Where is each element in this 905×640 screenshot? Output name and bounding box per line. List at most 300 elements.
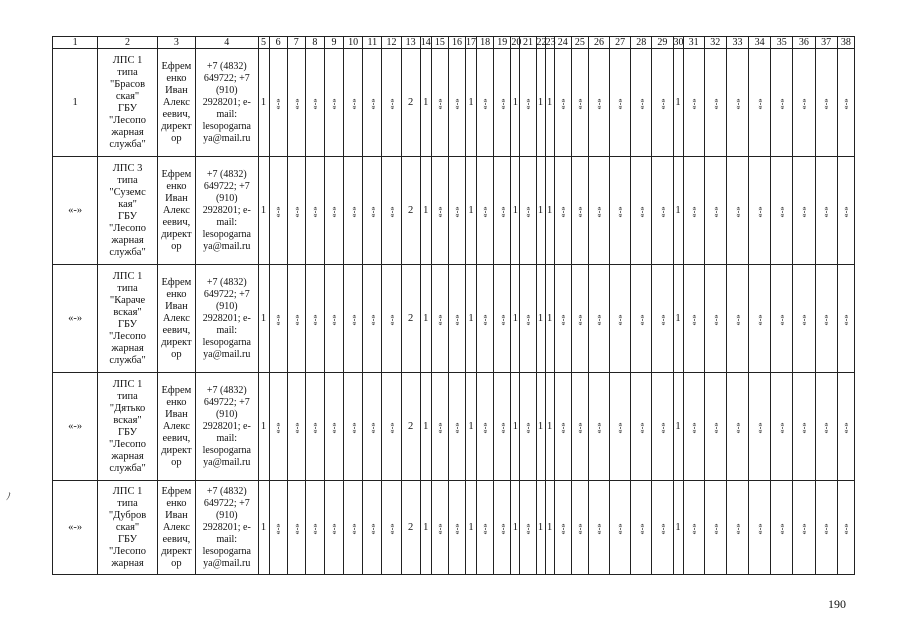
value-cell: 1 <box>511 157 520 265</box>
dash-value: «-» <box>754 205 765 218</box>
value-cell: 2 <box>401 481 420 575</box>
table-row <box>53 49 855 157</box>
organization-cell: ЛПС 3 типа "Суземс кая" ГБУ "Лесопо жарная служба" <box>98 157 157 265</box>
dash-cell <box>363 481 382 575</box>
dash-value: «-» <box>798 522 809 535</box>
dash-value: «-» <box>309 205 320 218</box>
dash-cell <box>324 49 343 157</box>
dash-value: «-» <box>657 97 668 110</box>
dash-value: «-» <box>636 313 647 326</box>
dash-cell <box>683 49 704 157</box>
dash-cell <box>382 265 401 373</box>
dash-cell <box>631 157 652 265</box>
dash-cell <box>287 157 305 265</box>
dash-cell <box>610 265 631 373</box>
dash-cell <box>837 49 854 157</box>
dash-cell <box>344 265 363 373</box>
dash-value: «-» <box>593 205 604 218</box>
dash-cell <box>588 157 609 265</box>
dash-value: «-» <box>821 421 832 434</box>
dash-value: «-» <box>688 522 699 535</box>
dash-value: «-» <box>497 421 508 434</box>
dash-value: «-» <box>522 313 533 326</box>
dash-value: «-» <box>434 421 445 434</box>
dash-value: «-» <box>451 522 462 535</box>
dash-cell <box>771 373 793 481</box>
dash-cell <box>448 265 465 373</box>
dash-value: «-» <box>451 313 462 326</box>
dash-cell <box>269 373 287 481</box>
dash-value: «-» <box>821 97 832 110</box>
dash-cell <box>520 49 536 157</box>
dash-value: «-» <box>434 205 445 218</box>
dash-value: «-» <box>386 522 397 535</box>
organization-cell: ЛПС 1 типа "Брасов ская" ГБУ "Лесопо жарная служба" <box>98 49 157 157</box>
column-header-3: 3 <box>157 37 195 49</box>
dash-cell <box>324 265 343 373</box>
dash-cell <box>793 265 815 373</box>
dash-value: «-» <box>574 421 585 434</box>
dash-cell <box>431 373 448 481</box>
dash-cell <box>683 373 704 481</box>
column-header-6: 6 <box>269 37 287 49</box>
page-number: 190 <box>828 597 846 611</box>
dash-cell <box>269 49 287 157</box>
dash-cell <box>520 157 536 265</box>
dash-value: «-» <box>615 205 626 218</box>
value-cell: 1 <box>466 373 477 481</box>
column-header-20: 20 <box>511 37 522 48</box>
value-cell: 1 <box>536 481 545 575</box>
column-header-25: 25 <box>571 37 588 49</box>
dash-cell <box>749 49 771 157</box>
value-cell: 1 <box>466 49 477 157</box>
dash-cell <box>771 265 793 373</box>
dash-cell <box>344 373 363 481</box>
contact-cell: +7 (4832) 649722; +7 (910) 2928201; e- mail: lesopogarna ya@mail.ru <box>196 157 258 265</box>
dash-value: «-» <box>732 97 743 110</box>
dash-value: «-» <box>309 421 320 434</box>
contact-cell: +7 (4832) 649722; +7 (910) 2928201; e- mail: lesopogarna ya@mail.ru <box>196 373 258 481</box>
column-header-33: 33 <box>726 37 748 49</box>
dash-value: «-» <box>329 205 340 218</box>
dash-cell <box>287 265 305 373</box>
dash-value: «-» <box>451 421 462 434</box>
dash-value: «-» <box>480 522 491 535</box>
dash-cell <box>588 265 609 373</box>
dash-cell <box>631 49 652 157</box>
column-header-4: 4 <box>196 37 258 49</box>
column-header-7: 7 <box>287 37 305 49</box>
dash-cell <box>837 265 854 373</box>
dash-value: «-» <box>615 313 626 326</box>
value-cell: 1 <box>545 481 554 575</box>
dash-value: «-» <box>821 522 832 535</box>
dash-value: «-» <box>657 421 668 434</box>
dash-value: «-» <box>273 313 284 326</box>
dash-cell <box>324 481 343 575</box>
dash-value: «-» <box>615 97 626 110</box>
dash-cell <box>793 49 815 157</box>
dash-cell <box>610 373 631 481</box>
dash-cell <box>652 49 673 157</box>
dash-value: «-» <box>732 205 743 218</box>
dash-value: «-» <box>557 97 568 110</box>
dash-value: «-» <box>497 313 508 326</box>
dash-cell <box>815 481 837 575</box>
dash-value: «-» <box>557 313 568 326</box>
dash-cell <box>683 481 704 575</box>
dash-cell <box>771 49 793 157</box>
value-cell: 1 <box>258 157 269 265</box>
dash-cell <box>571 49 588 157</box>
dash-value: «-» <box>798 313 809 326</box>
dash-value: «-» <box>434 522 445 535</box>
dash-value: «-» <box>798 421 809 434</box>
dash-value: «-» <box>273 205 284 218</box>
dash-value: «-» <box>273 522 284 535</box>
dash-cell <box>287 49 305 157</box>
dash-value: «-» <box>688 313 699 326</box>
column-header-1: 1 <box>53 37 98 49</box>
dash-value: «-» <box>710 97 721 110</box>
dash-value: «-» <box>574 97 585 110</box>
dash-value: «-» <box>497 522 508 535</box>
dash-cell <box>363 265 382 373</box>
dash-cell <box>269 481 287 575</box>
dash-cell <box>631 481 652 575</box>
dash-cell <box>494 157 511 265</box>
dash-value: «-» <box>754 313 765 326</box>
column-header-24: 24 <box>554 37 571 49</box>
dash-value: «-» <box>636 205 647 218</box>
dash-cell <box>431 481 448 575</box>
dash-value: «-» <box>754 97 765 110</box>
dash-value: «-» <box>497 97 508 110</box>
value-cell: 1 <box>420 49 431 157</box>
column-header-23: 23 <box>545 37 556 48</box>
value-cell: 1 <box>420 373 431 481</box>
organization-cell: ЛПС 1 типа "Дубров ская" ГБУ "Лесопо жарная <box>98 481 157 575</box>
dash-cell <box>704 373 726 481</box>
contact-cell: +7 (4832) 649722; +7 (910) 2928201; e- mail: lesopogarna ya@mail.ru <box>196 49 258 157</box>
dash-cell <box>571 157 588 265</box>
data-table <box>52 36 855 575</box>
dash-cell <box>477 49 494 157</box>
value-cell: 1 <box>545 265 554 373</box>
dash-cell <box>554 49 571 157</box>
dash-value: «-» <box>657 313 668 326</box>
dash-value: «-» <box>434 313 445 326</box>
dash-value: «-» <box>291 522 302 535</box>
dash-cell <box>363 49 382 157</box>
dash-value: «-» <box>574 205 585 218</box>
dash-value: «-» <box>688 97 699 110</box>
dash-value: «-» <box>480 421 491 434</box>
dash-cell <box>683 265 704 373</box>
column-header-29: 29 <box>652 37 673 49</box>
dash-cell <box>837 481 854 575</box>
dash-value: «-» <box>732 421 743 434</box>
value-cell: 1 <box>536 49 545 157</box>
dash-cell <box>610 157 631 265</box>
dash-value: «-» <box>636 97 647 110</box>
dash-cell <box>631 265 652 373</box>
dash-cell <box>704 265 726 373</box>
dash-value: «-» <box>367 97 378 110</box>
dash-cell <box>344 157 363 265</box>
value-cell: 2 <box>401 265 420 373</box>
column-header-8: 8 <box>305 37 324 49</box>
dash-value: «-» <box>657 522 668 535</box>
value-cell: 1 <box>466 481 477 575</box>
value-cell: 1 <box>536 157 545 265</box>
dash-cell <box>815 49 837 157</box>
row-number-cell: «-» <box>53 265 98 373</box>
column-header-32: 32 <box>704 37 726 49</box>
dash-cell <box>382 373 401 481</box>
dash-value: «-» <box>557 205 568 218</box>
contact-cell: +7 (4832) 649722; +7 (910) 2928201; e- mail: lesopogarna ya@mail.ru <box>196 481 258 575</box>
column-header-2: 2 <box>98 37 157 49</box>
header-row <box>53 37 855 49</box>
dash-value: «-» <box>710 313 721 326</box>
dash-value: «-» <box>615 421 626 434</box>
dash-cell <box>363 157 382 265</box>
dash-cell <box>305 157 324 265</box>
column-header-30: 30 <box>673 37 684 48</box>
column-header-15: 15 <box>431 37 448 49</box>
dash-value: «-» <box>798 205 809 218</box>
dash-value: «-» <box>451 97 462 110</box>
value-cell: 1 <box>258 373 269 481</box>
dash-cell <box>363 373 382 481</box>
value-cell: 1 <box>536 373 545 481</box>
dash-cell <box>771 157 793 265</box>
column-header-5: 5 <box>258 37 269 49</box>
dash-value: «-» <box>776 205 787 218</box>
dash-cell <box>554 157 571 265</box>
dash-value: «-» <box>557 421 568 434</box>
dash-cell <box>749 481 771 575</box>
dash-cell <box>287 481 305 575</box>
dash-cell <box>494 265 511 373</box>
value-cell: 2 <box>401 157 420 265</box>
column-header-18: 18 <box>477 37 494 49</box>
row-number-cell: 1 <box>53 49 98 157</box>
dash-value: «-» <box>480 205 491 218</box>
dash-value: «-» <box>273 421 284 434</box>
row-number-cell: «-» <box>53 157 98 265</box>
column-header-34: 34 <box>749 37 771 49</box>
dash-cell <box>448 373 465 481</box>
dash-cell <box>610 481 631 575</box>
dash-value: «-» <box>776 313 787 326</box>
table-body <box>53 49 855 575</box>
responsible-person-cell: Ефрем енко Иван Алекс еевич, директ ор <box>157 481 195 575</box>
dash-value: «-» <box>273 97 284 110</box>
value-cell: 1 <box>466 265 477 373</box>
dash-cell <box>652 157 673 265</box>
dash-cell <box>344 481 363 575</box>
dash-cell <box>588 373 609 481</box>
dash-cell <box>554 481 571 575</box>
dash-cell <box>815 265 837 373</box>
dash-value: «-» <box>754 522 765 535</box>
dash-cell <box>588 49 609 157</box>
dash-value: «-» <box>574 313 585 326</box>
dash-cell <box>815 373 837 481</box>
dash-value: «-» <box>636 421 647 434</box>
dash-cell <box>793 157 815 265</box>
dash-value: «-» <box>329 97 340 110</box>
dash-value: «-» <box>732 313 743 326</box>
value-cell: 1 <box>673 481 683 575</box>
value-cell: 1 <box>258 265 269 373</box>
dash-cell <box>749 265 771 373</box>
dash-value: «-» <box>291 313 302 326</box>
value-cell: 1 <box>466 157 477 265</box>
dash-value: «-» <box>522 522 533 535</box>
dash-cell <box>305 373 324 481</box>
dash-cell <box>520 265 536 373</box>
dash-value: «-» <box>386 313 397 326</box>
column-header-11: 11 <box>363 37 382 49</box>
dash-cell <box>554 373 571 481</box>
dash-cell <box>494 373 511 481</box>
dash-value: «-» <box>710 421 721 434</box>
dash-value: «-» <box>840 205 851 218</box>
value-cell: 1 <box>511 49 520 157</box>
dash-value: «-» <box>291 97 302 110</box>
dash-cell <box>571 265 588 373</box>
dash-value: «-» <box>776 97 787 110</box>
column-header-21: 21 <box>520 37 536 49</box>
dash-value: «-» <box>710 522 721 535</box>
column-header-14: 14 <box>420 37 431 48</box>
dash-value: «-» <box>840 421 851 434</box>
value-cell: 1 <box>511 373 520 481</box>
column-header-17: 17 <box>466 37 477 48</box>
value-cell: 1 <box>511 481 520 575</box>
value-cell: 1 <box>420 157 431 265</box>
dash-value: «-» <box>821 205 832 218</box>
dash-cell <box>726 481 748 575</box>
value-cell: 1 <box>420 481 431 575</box>
dash-cell <box>269 265 287 373</box>
dash-cell <box>382 481 401 575</box>
dash-cell <box>704 49 726 157</box>
dash-value: «-» <box>840 313 851 326</box>
dash-cell <box>704 481 726 575</box>
dash-value: «-» <box>522 97 533 110</box>
dash-value: «-» <box>386 97 397 110</box>
dash-cell <box>287 373 305 481</box>
column-header-16: 16 <box>448 37 465 49</box>
column-header-9: 9 <box>324 37 343 49</box>
dash-value: «-» <box>710 205 721 218</box>
dash-value: «-» <box>329 421 340 434</box>
dash-cell <box>448 157 465 265</box>
dash-value: «-» <box>593 97 604 110</box>
dash-cell <box>588 481 609 575</box>
dash-value: «-» <box>480 313 491 326</box>
dash-cell <box>726 265 748 373</box>
dash-value: «-» <box>291 421 302 434</box>
dash-cell <box>815 157 837 265</box>
dash-cell <box>571 373 588 481</box>
dash-cell <box>324 373 343 481</box>
dash-cell <box>494 49 511 157</box>
dash-value: «-» <box>451 205 462 218</box>
dash-value: «-» <box>557 522 568 535</box>
responsible-person-cell: Ефрем енко Иван Алекс еевич, директ ор <box>157 157 195 265</box>
column-header-27: 27 <box>610 37 631 49</box>
dash-cell <box>382 49 401 157</box>
dash-cell <box>726 373 748 481</box>
value-cell: 1 <box>545 49 554 157</box>
dash-value: «-» <box>329 313 340 326</box>
dash-value: «-» <box>593 313 604 326</box>
dash-value: «-» <box>309 522 320 535</box>
organization-cell: ЛПС 1 типа "Дятько вская" ГБУ "Лесопо жарная служба" <box>98 373 157 481</box>
column-header-28: 28 <box>631 37 652 49</box>
dash-cell <box>837 373 854 481</box>
dash-cell <box>610 49 631 157</box>
dash-cell <box>494 481 511 575</box>
dash-value: «-» <box>840 522 851 535</box>
dash-value: «-» <box>688 421 699 434</box>
dash-cell <box>793 373 815 481</box>
dash-value: «-» <box>840 97 851 110</box>
dash-value: «-» <box>636 522 647 535</box>
dash-cell <box>749 373 771 481</box>
value-cell: 1 <box>673 265 683 373</box>
dash-cell <box>477 265 494 373</box>
responsible-person-cell: Ефрем енко Иван Алекс еевич, директ ор <box>157 49 195 157</box>
scan-mark: ﾉ <box>6 492 11 503</box>
dash-value: «-» <box>291 205 302 218</box>
dash-value: «-» <box>309 313 320 326</box>
value-cell: 1 <box>673 373 683 481</box>
value-cell: 2 <box>401 373 420 481</box>
responsible-person-cell: Ефрем енко Иван Алекс еевич, директ ор <box>157 265 195 373</box>
dash-cell <box>448 481 465 575</box>
column-header-38: 38 <box>837 37 854 49</box>
dash-value: «-» <box>593 522 604 535</box>
column-header-26: 26 <box>588 37 609 49</box>
column-header-22: 22 <box>536 37 547 48</box>
column-header-37: 37 <box>815 37 837 49</box>
value-cell: 1 <box>673 157 683 265</box>
dash-cell <box>771 481 793 575</box>
value-cell: 1 <box>673 49 683 157</box>
dash-cell <box>571 481 588 575</box>
dash-cell <box>631 373 652 481</box>
column-header-13: 13 <box>401 37 420 49</box>
dash-cell <box>683 157 704 265</box>
dash-value: «-» <box>593 421 604 434</box>
dash-cell <box>305 481 324 575</box>
dash-value: «-» <box>732 522 743 535</box>
dash-cell <box>554 265 571 373</box>
dash-cell <box>431 157 448 265</box>
column-header-12: 12 <box>382 37 401 49</box>
dash-value: «-» <box>657 205 668 218</box>
dash-value: «-» <box>776 421 787 434</box>
value-cell: 1 <box>258 481 269 575</box>
dash-value: «-» <box>329 522 340 535</box>
